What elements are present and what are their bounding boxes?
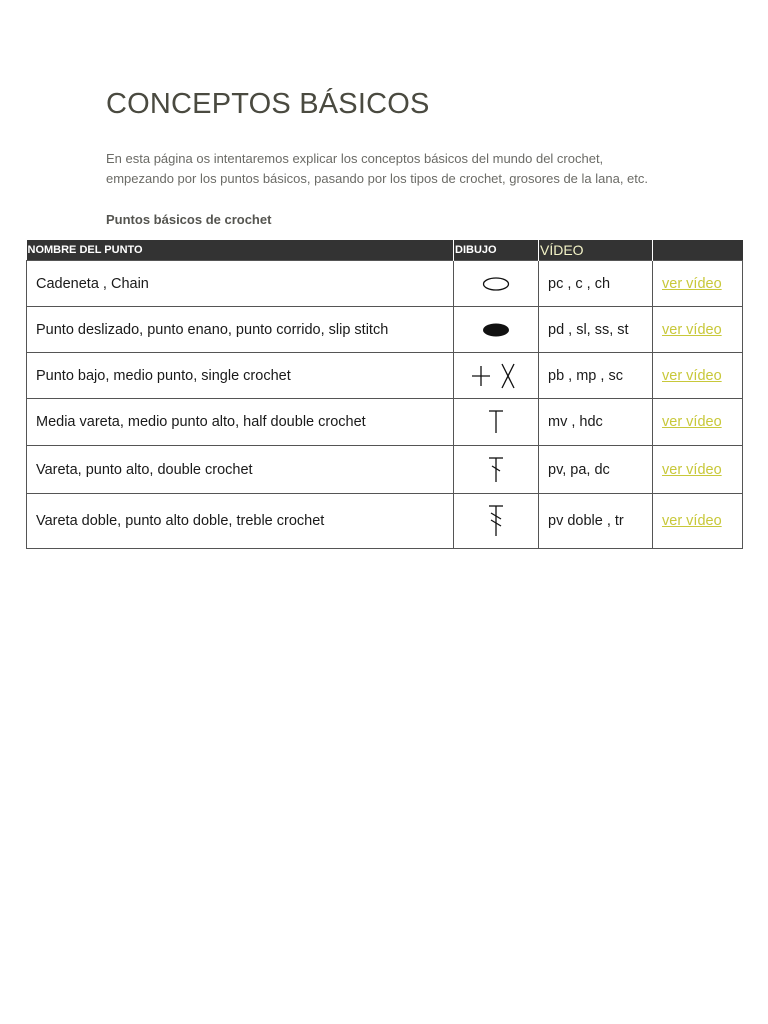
page-title: CONCEPTOS BÁSICOS: [106, 88, 430, 120]
header-name: NOMBRE DEL PUNTO: [27, 240, 454, 261]
stitches-table: [26, 240, 743, 549]
table-row: [27, 446, 743, 494]
treble-crochet-symbol-icon: [486, 504, 506, 538]
single-crochet-symbol-icon: [468, 362, 524, 390]
stitch-abbreviation: pv doble , tr: [539, 494, 653, 549]
stitch-abbreviation: mv , hdc: [539, 399, 653, 446]
symbol-cell: [454, 446, 539, 494]
video-link-cell: [653, 307, 743, 353]
slip-stitch-symbol-icon: [481, 322, 511, 338]
intro-line-2: empezando por los puntos básicos, pasando por los tipos de crochet, grosores de la lana, etc.: [106, 170, 648, 186]
table-row: [27, 307, 743, 353]
video-link[interactable]: ver vídeo: [662, 461, 722, 478]
stitch-name: Media vareta, medio punto alto, half double crochet: [27, 399, 454, 446]
chain-stitch-symbol-icon: [481, 276, 511, 292]
table-row: [27, 261, 743, 307]
video-link-cell: [653, 494, 743, 549]
header-link: [653, 240, 743, 261]
symbol-cell: [454, 494, 539, 549]
stitch-name: Vareta, punto alto, double crochet: [27, 446, 454, 494]
video-link[interactable]: ver vídeo: [662, 321, 722, 338]
table-row: [27, 494, 743, 549]
video-link-cell: [653, 399, 743, 446]
video-link-cell: [653, 261, 743, 307]
stitch-name: Vareta doble, punto alto doble, treble crochet: [27, 494, 454, 549]
symbol-cell: [454, 353, 539, 399]
half-double-crochet-symbol-icon: [486, 409, 506, 435]
table-row: [27, 399, 743, 446]
stitch-abbreviation: pc , c , ch: [539, 261, 653, 307]
section-subtitle: Puntos básicos de crochet: [106, 212, 272, 227]
symbol-cell: [454, 261, 539, 307]
stitch-name: Punto deslizado, punto enano, punto corrido, slip stitch: [27, 307, 454, 353]
intro-line-1: En esta página os intentaremos explicar los conceptos básicos del mundo del crochet,: [106, 151, 604, 166]
video-link-cell: [653, 446, 743, 494]
stitch-name: Punto bajo, medio punto, single crochet: [27, 353, 454, 399]
video-link[interactable]: ver vídeo: [662, 367, 722, 384]
symbol-cell: [454, 307, 539, 353]
stitch-name: Cadeneta , Chain: [27, 261, 454, 307]
double-crochet-symbol-icon: [486, 456, 506, 484]
table-header-row: [27, 240, 743, 261]
video-link[interactable]: ver vídeo: [662, 513, 722, 529]
stitch-abbreviation: pd , sl, ss, st: [539, 307, 653, 353]
header-drawing: DIBUJO: [454, 240, 539, 261]
header-video: VÍDEO: [539, 240, 653, 261]
video-link[interactable]: ver vídeo: [662, 414, 722, 430]
table-row: [27, 353, 743, 399]
stitch-abbreviation: pv, pa, dc: [539, 446, 653, 494]
symbol-cell: [454, 399, 539, 446]
intro-paragraph: [106, 149, 706, 188]
video-link[interactable]: ver vídeo: [662, 275, 722, 292]
video-link-cell: [653, 353, 743, 399]
stitch-abbreviation: pb , mp , sc: [539, 353, 653, 399]
